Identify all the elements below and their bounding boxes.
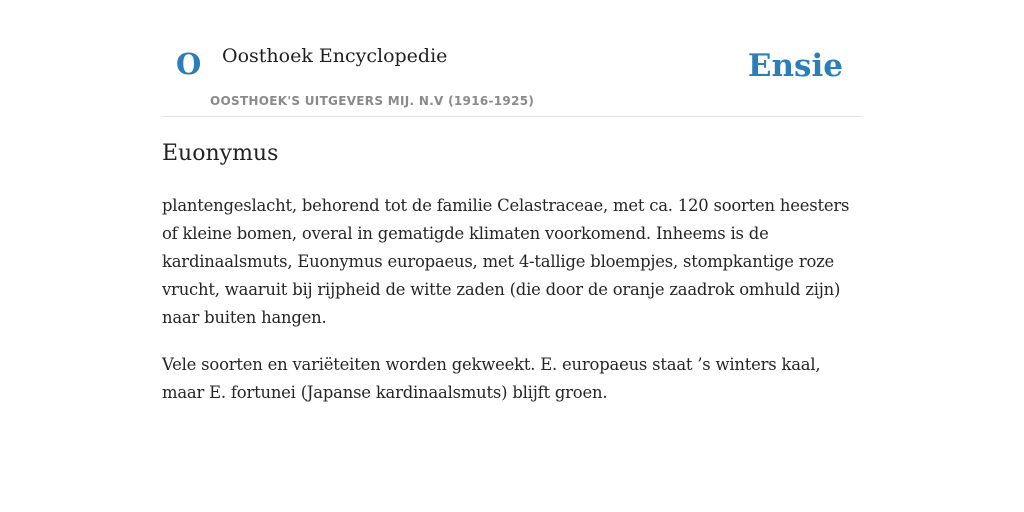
site-title-link[interactable]: Oosthoek Encyclopedie [222, 45, 448, 67]
site-header [162, 0, 862, 117]
ensie-brand-link[interactable]: Ensie [747, 48, 843, 84]
entry-title: Euonymus [162, 141, 279, 166]
entry-paragraph: plantengeslacht, behorend tot de familie Celastraceae, met ca. 120 soorten heesters of kleine bomen, overal in gematigde klimaten voorkomend. Inheems is de kardinaalsmuts, Euonymus europaeus, met 4-tallige bloempjes, stompkantige roze vrucht, waaruit bij rijpheid de witte zaden (die door de oranje zaadrok omhuld zijn) naar buiten hangen. [162, 196, 850, 327]
entry-body [162, 192, 862, 426]
entry-paragraph: Vele soorten en variëteiten worden gekweekt. E. europaeus staat ’s winters kaal, maar E. fortunei (Japanse kardinaalsmuts) blijft groen. [162, 355, 821, 402]
oosthoek-logo[interactable]: O [176, 47, 202, 81]
publisher-subtitle: OOSTHOEK'S UITGEVERS MIJ. N.V (1916-1925) [210, 94, 535, 108]
